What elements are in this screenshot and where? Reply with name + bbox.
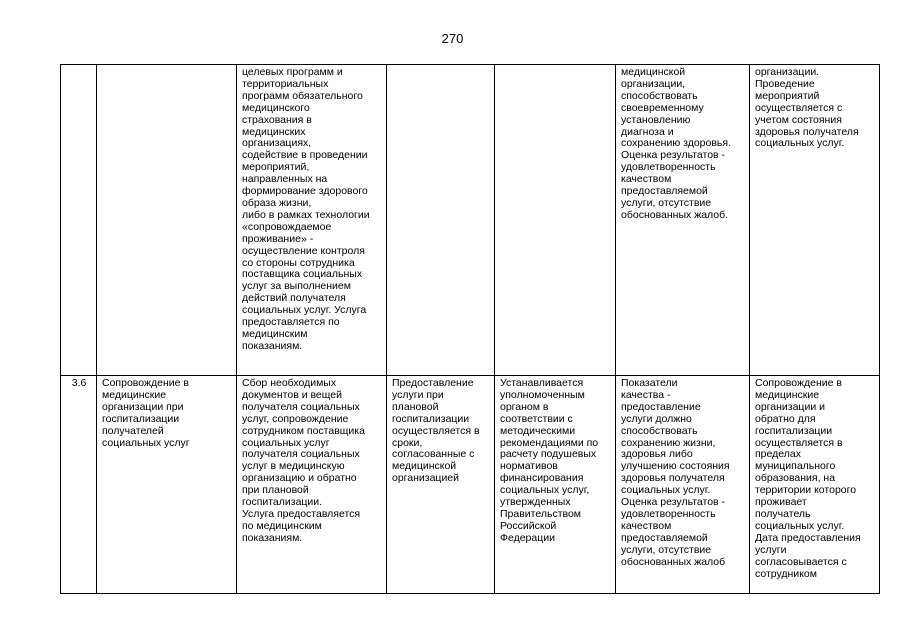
cell-description: целевых программ и территориальных программ обязательного медицинского страхования в медицинских организациях, содействие в проведении мероприятий, направленных на формирование здорового образа жизни, либо в рамках технологии «сопровождаемое проживание» - осуществление контроля со стороны сотрудника поставщика социальных услуг за выполнением действий получателя социальных услуг. Услуга предоставляется по медицинским показаниям.: [237, 65, 387, 376]
cell-description: Сбор необходимых документов и вещей получателя социальных услуг, сопровождение сотрудником поставщика социальных услуг получателя социальных услуг в медицинскую организацию и обратно при плановой госпитализации. Услуга предоставляется по медицинским показаниям.: [237, 376, 387, 594]
cell-quality: медицинской организации, способствовать своевременному установлению диагноза и сохранению здоровья. Оценка результатов - удовлетворенность качеством предоставляемой услуги, отсутствие обоснованных жалоб.: [616, 65, 750, 376]
cell-conditions: Сопровождение в медицинские организации и обратно для госпитализации осуществляется в пределах муниципального образования, на территории которого проживает получатель социальных услуг. Дата предоставления услуги согласовывается с сотрудником: [750, 376, 880, 594]
cell-conditions: организации. Проведение мероприятий осуществляется с учетом состояния здоровья получателя социальных услуг.: [750, 65, 880, 376]
cell-timing: Предоставление услуги при плановой госпитализации осуществляется в сроки, согласованные с медицинской организацией: [387, 376, 495, 594]
cell-quality: Показатели качества - предоставление услуги должно способствовать сохранению жизни, здоровья либо улучшению состояния здоровья получателя социальных услуг. Оценка результатов - удовлетворенность качеством предоставляемой услуги, отсутствие обоснованных жалоб: [616, 376, 750, 594]
cell-timing: [387, 65, 495, 376]
cell-service-name: [97, 65, 237, 376]
table-row: [61, 376, 880, 594]
services-table: [60, 64, 880, 594]
table-row: [61, 65, 880, 376]
cell-number: [61, 65, 97, 376]
cell-norms: Устанавливается уполномоченным органом в соответствии с методическими рекомендациями по расчету подушевых нормативов финансирования социальных услуг, утвержденных Правительством Российской Федерации: [495, 376, 616, 594]
cell-norms: [495, 65, 616, 376]
page-number: 270: [441, 31, 464, 46]
cell-number: 3.6: [61, 376, 97, 594]
cell-service-name: Сопровождение в медицинские организации при госпитализации получателей социальных услуг: [97, 376, 237, 594]
